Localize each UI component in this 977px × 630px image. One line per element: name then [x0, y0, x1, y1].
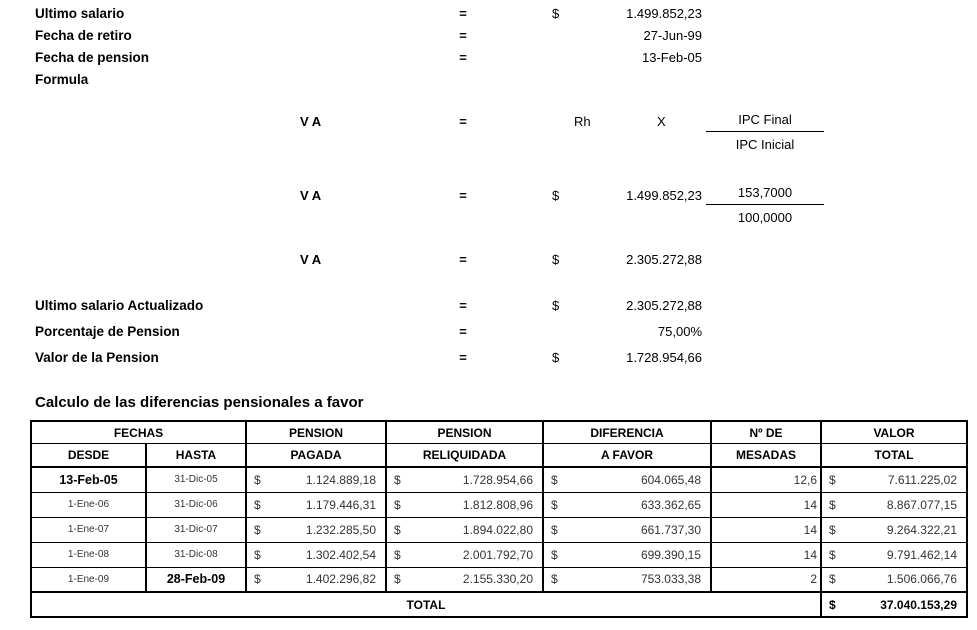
cell-pension-pagada — [246, 467, 386, 492]
amount: 1.124.889,18 — [305, 472, 376, 487]
equals-sign: = — [459, 50, 467, 65]
cell-valor-total — [821, 542, 967, 567]
summary-amount: 27-Jun-99 — [643, 28, 702, 43]
fraction-numerator: IPC Final — [706, 111, 824, 132]
table-header-row-2 — [31, 444, 967, 468]
cell-hasta: 31-Dic-05 — [146, 467, 246, 492]
cell-pension-reliquidada — [386, 567, 543, 592]
summary-row — [0, 6, 977, 24]
currency-symbol: $ — [829, 522, 836, 537]
cell-pension-reliquidada — [386, 467, 543, 492]
currency-symbol: $ — [394, 572, 401, 587]
currency-symbol: $ — [551, 522, 558, 537]
pension-differences-table — [30, 420, 968, 618]
header-hasta: HASTA — [146, 444, 246, 468]
currency-symbol: $ — [552, 6, 560, 21]
summary-amount: 1.499.852,23 — [626, 6, 702, 21]
equals-sign: = — [459, 114, 467, 129]
amount: 1.728.954,66 — [462, 472, 533, 487]
cell-diferencia-a-favor — [543, 517, 711, 542]
header-a-favor: A FAVOR — [543, 444, 711, 468]
va-label: V A — [300, 188, 322, 203]
summary-row — [0, 50, 977, 68]
header-total: TOTAL — [821, 444, 967, 468]
formula-result — [552, 252, 702, 267]
currency-symbol: $ — [254, 472, 261, 487]
equals-sign: = — [459, 324, 467, 339]
currency-symbol: $ — [829, 572, 836, 587]
cell-mesadas: 14 — [711, 542, 821, 567]
multiply-symbol: X — [657, 114, 666, 129]
cell-valor-total — [821, 467, 967, 492]
cell-desde: 1-Ene-09 — [31, 567, 146, 592]
summary-value — [552, 350, 702, 365]
currency-symbol: $ — [551, 547, 558, 562]
cell-hasta: 31-Dic-07 — [146, 517, 246, 542]
amount: 633.362,65 — [640, 497, 701, 512]
equals-sign: = — [459, 298, 467, 313]
amount: 604.065,48 — [640, 472, 701, 487]
rh-symbol: Rh — [574, 114, 591, 129]
summary-label: Fecha de retiro — [35, 28, 132, 43]
table-row — [31, 492, 967, 517]
amount: 699.390,15 — [640, 547, 701, 562]
header-mesadas: MESADAS — [711, 444, 821, 468]
amount: 1.232.285,50 — [305, 522, 376, 537]
currency-symbol: $ — [394, 497, 401, 512]
cell-pension-pagada — [246, 492, 386, 517]
summary-value — [552, 298, 702, 313]
total-value-cell — [821, 592, 967, 617]
header-diferencia: DIFERENCIA — [543, 421, 711, 444]
summary-label: Porcentaje de Pension — [35, 324, 180, 339]
cell-pension-pagada — [246, 567, 386, 592]
cell-hasta: 31-Dic-06 — [146, 492, 246, 517]
summary-value — [552, 28, 702, 43]
cell-hasta: 28-Feb-09 — [146, 567, 246, 592]
cell-mesadas: 12,6 — [711, 467, 821, 492]
summary-label: Ultimo salario Actualizado — [35, 298, 204, 313]
ipc-values-fraction — [706, 184, 824, 226]
amount: 7.611.225,02 — [887, 472, 957, 487]
amount: 2.001.792,70 — [462, 547, 533, 562]
formula-amount: 1.499.852,23 — [626, 188, 702, 203]
currency-symbol: $ — [551, 472, 558, 487]
ipc-fraction — [706, 111, 824, 153]
summary-row — [0, 72, 977, 90]
amount: 1.402.296,82 — [305, 572, 376, 587]
equals-sign: = — [459, 350, 467, 365]
summary-row — [0, 28, 977, 46]
amount: 1.179.446,31 — [305, 497, 376, 512]
currency-symbol: $ — [552, 350, 560, 365]
summary-value — [552, 50, 702, 65]
amount: 2.155.330,20 — [462, 572, 533, 587]
equals-sign: = — [459, 252, 467, 267]
summary-label: Valor de la Pension — [35, 350, 159, 365]
cell-mesadas: 2 — [711, 567, 821, 592]
header-numero-de: Nº DE — [711, 421, 821, 444]
currency-symbol: $ — [552, 188, 560, 203]
currency-symbol: $ — [254, 547, 261, 562]
cell-diferencia-a-favor — [543, 567, 711, 592]
summary-value — [552, 324, 702, 339]
cell-pension-reliquidada — [386, 542, 543, 567]
summary-value — [552, 6, 702, 21]
formula-value — [552, 188, 702, 203]
currency-symbol: $ — [551, 572, 558, 587]
table-total-row — [31, 592, 967, 617]
header-desde: DESDE — [31, 444, 146, 468]
summary-label: Formula — [35, 72, 89, 87]
table-row — [31, 467, 967, 492]
va-label: V A — [300, 252, 322, 267]
currency-symbol: $ — [394, 522, 401, 537]
equals-sign: = — [459, 188, 467, 203]
cell-mesadas: 14 — [711, 517, 821, 542]
amount: 1.894.022,80 — [462, 522, 533, 537]
summary-row — [0, 324, 977, 342]
amount: 1.302.402,54 — [305, 547, 376, 562]
cell-mesadas: 14 — [711, 492, 821, 517]
table-row — [31, 542, 967, 567]
amount: 9.791.462,14 — [886, 547, 957, 562]
amount: 8.867.077,15 — [886, 497, 957, 512]
cell-diferencia-a-favor — [543, 467, 711, 492]
summary-row — [0, 298, 977, 316]
header-pagada: PAGADA — [246, 444, 386, 468]
va-label: V A — [300, 114, 322, 129]
grand-total-amount: 37.040.153,29 — [880, 597, 957, 612]
currency-symbol: $ — [829, 497, 836, 512]
cell-desde: 1-Ene-06 — [31, 492, 146, 517]
fraction-numerator: 153,7000 — [706, 184, 824, 205]
currency-symbol: $ — [829, 597, 836, 612]
header-valor: VALOR — [821, 421, 967, 444]
summary-label: Ultimo salario — [35, 6, 125, 21]
table-row — [31, 567, 967, 592]
cell-pension-pagada — [246, 542, 386, 567]
cell-pension-pagada — [246, 517, 386, 542]
currency-symbol: $ — [254, 522, 261, 537]
summary-amount: 1.728.954,66 — [626, 350, 702, 365]
fraction-denominator: 100,0000 — [737, 210, 793, 225]
summary-amount: 2.305.272,88 — [626, 298, 702, 313]
currency-symbol: $ — [394, 472, 401, 487]
currency-symbol: $ — [552, 252, 560, 267]
header-pension-pagada: PENSION — [246, 421, 386, 444]
table-title: Calculo de las diferencias pensionales a favor — [35, 394, 364, 411]
cell-pension-reliquidada — [386, 517, 543, 542]
header-fechas: FECHAS — [31, 421, 246, 444]
cell-diferencia-a-favor — [543, 492, 711, 517]
formula-amount: 2.305.272,88 — [626, 252, 702, 267]
cell-valor-total — [821, 492, 967, 517]
header-pension-reliquidada: PENSION — [386, 421, 543, 444]
summary-label: Fecha de pension — [35, 50, 150, 65]
fraction-denominator: IPC Inicial — [735, 137, 795, 152]
currency-symbol: $ — [254, 572, 261, 587]
currency-symbol: $ — [829, 472, 836, 487]
amount: 1.506.066,76 — [886, 572, 957, 587]
amount: 753.033,38 — [640, 572, 701, 587]
cell-hasta: 31-Dic-08 — [146, 542, 246, 567]
summary-amount: 13-Feb-05 — [642, 50, 702, 65]
amount: 661.737,30 — [640, 522, 701, 537]
cell-valor-total — [821, 567, 967, 592]
cell-desde: 1-Ene-08 — [31, 542, 146, 567]
table-header-row-1 — [31, 421, 967, 444]
cell-desde: 1-Ene-07 — [31, 517, 146, 542]
cell-pension-reliquidada — [386, 492, 543, 517]
currency-symbol: $ — [394, 547, 401, 562]
amount: 1.812.808,96 — [462, 497, 533, 512]
cell-desde: 13-Feb-05 — [31, 467, 146, 492]
summary-row — [0, 350, 977, 368]
total-label-cell: TOTAL — [31, 592, 821, 617]
table-row — [31, 517, 967, 542]
cell-valor-total — [821, 517, 967, 542]
currency-symbol: $ — [254, 497, 261, 512]
cell-diferencia-a-favor — [543, 542, 711, 567]
header-reliquidada: RELIQUIDADA — [386, 444, 543, 468]
equals-sign: = — [459, 28, 467, 43]
summary-amount: 75,00% — [657, 324, 702, 339]
currency-symbol: $ — [551, 497, 558, 512]
currency-symbol: $ — [552, 298, 560, 313]
currency-symbol: $ — [829, 547, 836, 562]
amount: 9.264.322,21 — [886, 522, 957, 537]
equals-sign: = — [459, 6, 467, 21]
